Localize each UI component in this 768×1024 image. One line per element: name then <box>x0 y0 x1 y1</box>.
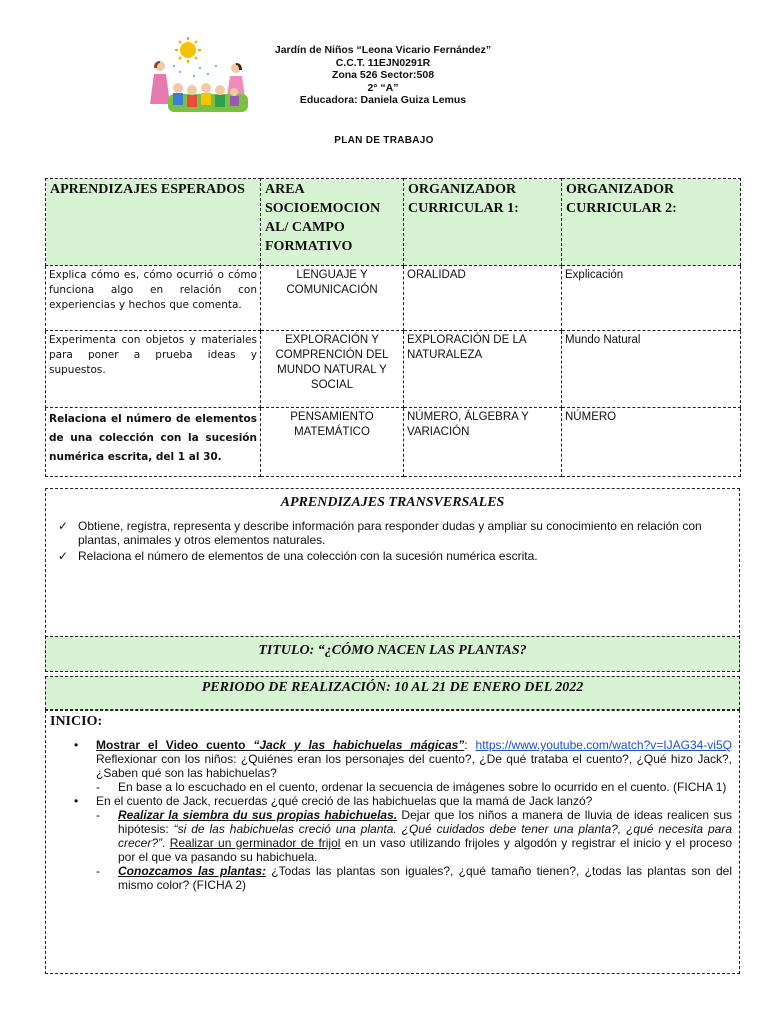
titulo-bar <box>45 636 740 672</box>
sub-item-siembra <box>96 808 732 864</box>
dash-icon: - <box>96 864 100 878</box>
table-cell: Explicación <box>562 266 741 331</box>
plantas-text: ¿Todas las plantas son iguales?, ¿qué tamaño tienen?, ¿todas las plantas son del mismo color? (FICHA 2) <box>118 864 732 892</box>
inicio-heading: INICIO: <box>50 714 103 729</box>
teacher-figure <box>150 61 170 104</box>
siembra-rest: en un vaso utilizando frijoles y algodón y registrar el inicio y el proceso por el que va pasando su habichuela. <box>118 836 733 864</box>
table-row <box>46 408 741 477</box>
plantas-lead: Conozcamos las plantas: <box>118 864 266 878</box>
bullet-text: En el cuento de Jack, recuerdas ¿qué creció de las habichuelas que la mamá de Jack lanzó? <box>96 794 593 808</box>
table-cell: Experimenta con objetos y materiales para poner a prueba ideas y supuestos. <box>46 331 261 408</box>
siembra-text: Dejar que los niños a manera de lluvia de ideas realicen sus hipótesis: <box>118 808 732 836</box>
video-title: “Jack y las habichuelas mágicas” <box>253 738 465 752</box>
table-row <box>46 331 741 408</box>
table-cell: EXPLORACIÓN Y COMPRENCIÓN DEL MUNDO NATURAL Y SOCIAL <box>261 331 404 408</box>
siembra-quote: “si de las habichuelas creció una planta. ¿Qué cuidados debe tener una planta?, ¿qué necesita para crecer?” <box>118 822 733 850</box>
transversales-title: APRENDIZAJES TRANSVERSALES <box>280 495 505 510</box>
dash-icon: - <box>96 808 100 822</box>
checkmark-icon: ✓ <box>58 519 69 533</box>
bullet-icon: • <box>74 794 79 808</box>
table-cell: PENSAMIENTO MATEMÁTICO <box>261 408 404 477</box>
sub-item-text: En base a lo escuchado en el cuento, ordenar la secuencia de imágenes sobre lo ocurrido en el cuento. (FICHA 1) <box>118 780 727 794</box>
periodo-bar <box>45 676 740 710</box>
sun-icon <box>175 37 201 63</box>
checkmark-icon: ✓ <box>58 549 69 563</box>
table-row <box>46 266 741 331</box>
video-lead: Mostrar el Video cuento <box>96 738 254 752</box>
video-link[interactable]: https://www.youtube.com/watch?v=IJAG34-vi5Q <box>475 738 732 752</box>
school-header <box>258 44 508 107</box>
zona-sector: Zona 526 Sector:508 <box>331 69 435 81</box>
table-cell: NÚMERO, ÁLGEBRA Y VARIACIÓN <box>404 408 562 477</box>
educadora: Educadora: Daniela Guiza Lemus <box>299 94 467 106</box>
header-area: AREA SOCIOEMOCION AL/ CAMPO FORMATIVO <box>261 179 404 266</box>
table-cell: ORALIDAD <box>404 266 562 331</box>
siembra-lead: Realizar la siembra du sus propias habichuelas. <box>118 808 398 822</box>
table-cell: Explica cómo es, cómo ocurrió o cómo funciona algo en relación con experiencias y hechos que comenta. <box>46 266 261 331</box>
aprendizajes-transversales-section <box>45 488 740 638</box>
inicio-section <box>45 710 740 974</box>
list-item-text: Obtiene, registra, representa y describe información para responder dudas y ampliar su conocimiento en relación con plantas, animales y otros elementos naturales. <box>78 519 702 547</box>
header-aprendizajes: APRENDIZAJES ESPERADOS <box>46 179 261 266</box>
sub-item-plantas <box>96 864 732 892</box>
dash-icon: - <box>96 780 100 794</box>
list-item-text: Relaciona el número de elementos de una colección con la sucesión numérica escrita. <box>78 549 538 563</box>
video-reflection: Reflexionar con los niños: ¿Quiénes eran los personajes del cuento?, ¿De qué trataba el cuento?, ¿Qué hizo Jack?, ¿Saben qué son las habichuelas? <box>96 752 732 780</box>
header-organizador-2: ORGANIZADOR CURRICULAR 2: <box>562 179 741 266</box>
bullet-item-video <box>74 738 732 780</box>
table-cell: Mundo Natural <box>562 331 741 408</box>
titulo-text: TITULO: “¿CÓMO NACEN LAS PLANTAS? <box>258 643 527 658</box>
table-cell: EXPLORACIÓN DE LA NATURALEZA <box>404 331 562 408</box>
sub-item-secuencia <box>96 780 732 794</box>
list-item <box>58 519 725 547</box>
header-organizador-1: ORGANIZADOR CURRICULAR 1: <box>404 179 562 266</box>
plan-title: PLAN DE TRABAJO <box>334 135 434 146</box>
video-colon: : <box>464 738 476 752</box>
curriculum-table <box>45 178 741 477</box>
table-header-row <box>46 179 741 266</box>
cct-code: C.C.T. 11EJN0291R <box>335 56 431 69</box>
inicio-content <box>46 730 739 892</box>
germinador-text: Realizar un germinador de frijol <box>169 836 341 850</box>
bullet-item-jack <box>74 794 732 808</box>
table-cell: NÚMERO <box>562 408 741 477</box>
bullet-icon: • <box>74 738 79 752</box>
kindergarten-logo-illustration <box>150 36 262 122</box>
periodo-text: PERIODO DE REALIZACIÓN: 10 AL 21 DE ENERO DEL 2022 <box>201 680 584 695</box>
list-item <box>58 549 725 563</box>
school-name: Jardín de Niños “Leona Vicario Fernández” <box>274 44 492 56</box>
table-cell: Relaciona el número de elementos de una colección con la sucesión numérica escrita, del 1 al 30. <box>46 408 261 477</box>
transversales-list <box>46 519 739 563</box>
siembra-sep: . <box>162 836 170 850</box>
table-cell: LENGUAJE Y COMUNICACIÓN <box>261 266 404 331</box>
grado: 2° “A” <box>367 81 399 94</box>
